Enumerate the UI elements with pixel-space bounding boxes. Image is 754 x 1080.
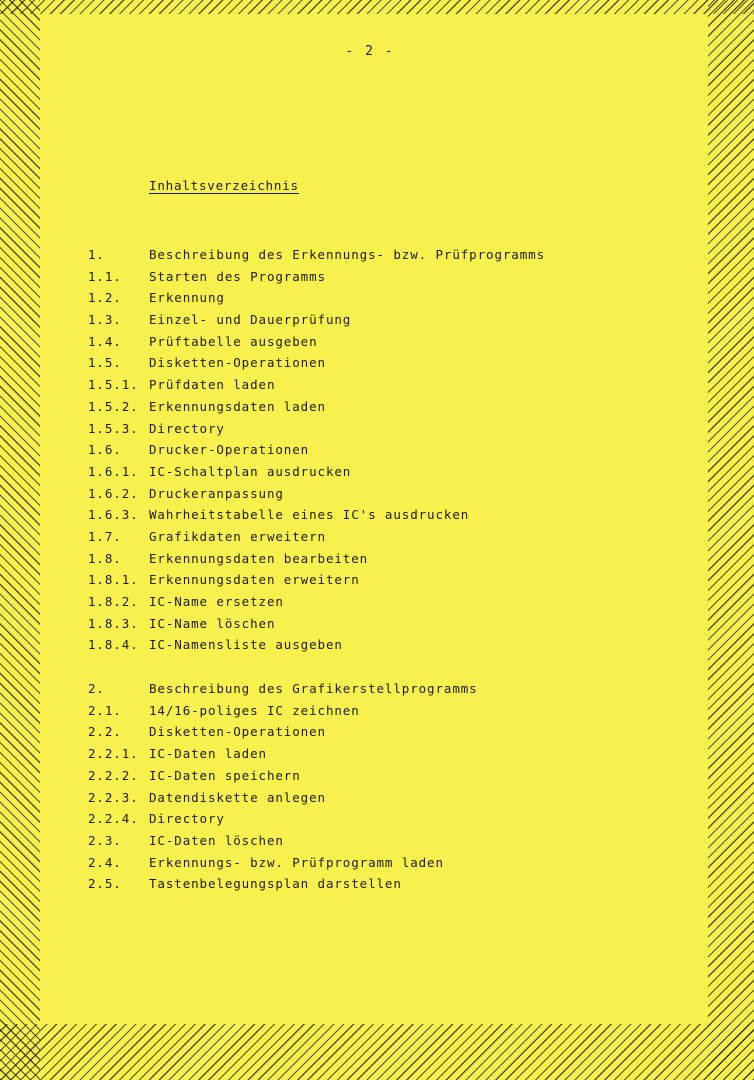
toc-entry-text: IC-Daten laden — [149, 746, 267, 762]
toc-entry — [88, 504, 545, 526]
toc-entry-number: 1.8.1. — [88, 572, 139, 588]
toc-entry-text: Erkennungsdaten laden — [149, 398, 326, 414]
toc-entry — [88, 700, 545, 722]
toc-entry-text: Druckeranpassung — [149, 485, 284, 501]
toc-entry — [88, 331, 545, 353]
toc-entry — [88, 439, 545, 461]
toc-entry-text: Directory — [149, 420, 225, 436]
toc-entry-number: 1.4. — [88, 333, 122, 349]
right-hatched-border — [708, 0, 754, 1080]
toc-entry — [88, 743, 545, 765]
toc-entry-text: Erkennungsdaten bearbeiten — [149, 550, 369, 566]
toc-entry-number: 1.3. — [88, 312, 122, 328]
toc-entry — [88, 808, 545, 830]
toc-entry — [88, 873, 545, 895]
toc-entry — [88, 396, 545, 418]
toc-entry-text: Einzel- und Dauerprüfung — [149, 312, 352, 328]
toc-entry — [88, 418, 545, 440]
toc-entry-text: Erkennungsdaten erweitern — [149, 572, 360, 588]
toc-entry-text: Erkennung — [149, 290, 225, 306]
toc-entry-number: 1.5.2. — [88, 398, 139, 414]
toc-entry — [88, 787, 545, 809]
toc-entry-text: Directory — [149, 811, 225, 827]
toc-entry-number: 1.1. — [88, 268, 122, 284]
toc-entry-text: Datendiskette anlegen — [149, 789, 326, 805]
toc-entry — [88, 266, 545, 288]
toc-entry-text: Prüftabelle ausgeben — [149, 333, 318, 349]
toc-entry — [88, 591, 545, 613]
toc-entry — [88, 526, 545, 548]
table-of-contents — [88, 244, 545, 895]
toc-entry-number: 2.2.3. — [88, 789, 139, 805]
toc-entry — [88, 830, 545, 852]
toc-entry-text: IC-Namensliste ausgeben — [149, 637, 343, 653]
toc-entry-text: Disketten-Operationen — [149, 724, 326, 740]
toc-entry-number: 1.7. — [88, 528, 122, 544]
page-number: - 2 - — [345, 44, 395, 59]
toc-entry-number: 2.2.2. — [88, 767, 139, 783]
toc-entry-text: IC-Name ersetzen — [149, 594, 284, 609]
toc-entry-number: 1.8.3. — [88, 615, 139, 631]
toc-entry-number: 2. — [88, 681, 105, 697]
toc-entry — [88, 548, 545, 570]
left-hatched-border — [0, 0, 40, 1080]
toc-entry-text: Starten des Programms — [149, 268, 326, 284]
toc-entry-text: Beschreibung des Grafikerstellprogramms — [149, 681, 478, 697]
toc-title: Inhaltsverzeichnis — [149, 178, 299, 193]
toc-entry-text: Beschreibung des Erkennungs- bzw. Prüfprogramms — [149, 247, 546, 262]
toc-entry — [88, 634, 545, 656]
toc-entry-text: Disketten-Operationen — [149, 355, 326, 371]
toc-entry-number: 2.2. — [88, 724, 122, 740]
toc-entry-text: IC-Name löschen — [149, 615, 276, 631]
toc-entry-number: 1.5.1. — [88, 377, 139, 393]
toc-entry-number: 1.6.3. — [88, 507, 139, 523]
top-hatched-border — [0, 0, 754, 14]
toc-entry-text: 14/16-poliges IC zeichnen — [149, 702, 360, 718]
toc-entry — [88, 461, 545, 483]
toc-entry — [88, 569, 545, 591]
toc-entry-number: 2.4. — [88, 854, 122, 870]
toc-entry-text: Prüfdaten laden — [149, 377, 276, 393]
toc-entry — [88, 483, 545, 505]
toc-entry-number: 1.6.2. — [88, 485, 139, 501]
toc-entry — [88, 678, 545, 700]
toc-entry — [88, 721, 545, 743]
toc-entry-number: 2.1. — [88, 702, 122, 718]
toc-entry-number: 1.2. — [88, 290, 122, 306]
toc-entry-text: Wahrheitstabelle eines IC's ausdrucken — [149, 507, 470, 523]
toc-entry — [88, 765, 545, 787]
toc-entry-text: Erkennungs- bzw. Prüfprogramm laden — [149, 854, 444, 870]
toc-entry — [88, 309, 545, 331]
toc-entry-number: 1.5. — [88, 355, 122, 371]
toc-entry-number: 2.2.1. — [88, 746, 139, 762]
toc-entry-text: Grafikdaten erweitern — [149, 528, 326, 544]
toc-entry — [88, 374, 545, 396]
toc-entry — [88, 352, 545, 374]
toc-entry-number: 1.8.4. — [88, 637, 139, 653]
toc-entry — [88, 613, 545, 635]
bottom-hatched-border — [0, 1024, 754, 1080]
toc-entry-number: 1.8.2. — [88, 594, 139, 609]
toc-entry — [88, 287, 545, 309]
toc-entry-number: 1. — [88, 247, 105, 262]
toc-entry-number: 1.6.1. — [88, 463, 139, 479]
toc-entry-text: IC-Daten löschen — [149, 832, 284, 848]
toc-entry-text: Tastenbelegungsplan darstellen — [149, 876, 402, 892]
toc-entry-number: 2.5. — [88, 876, 122, 892]
toc-entry-text: IC-Daten speichern — [149, 767, 301, 783]
toc-entry-number: 2.3. — [88, 832, 122, 848]
toc-entry-number: 1.5.3. — [88, 420, 139, 436]
toc-entry-number: 2.2.4. — [88, 811, 139, 827]
toc-entry-number: 1.6. — [88, 442, 122, 458]
toc-entry-text: IC-Schaltplan ausdrucken — [149, 463, 352, 479]
toc-entry-text: Drucker-Operationen — [149, 442, 310, 458]
toc-entry — [88, 852, 545, 874]
toc-entry — [88, 244, 545, 266]
toc-entry-number: 1.8. — [88, 550, 122, 566]
